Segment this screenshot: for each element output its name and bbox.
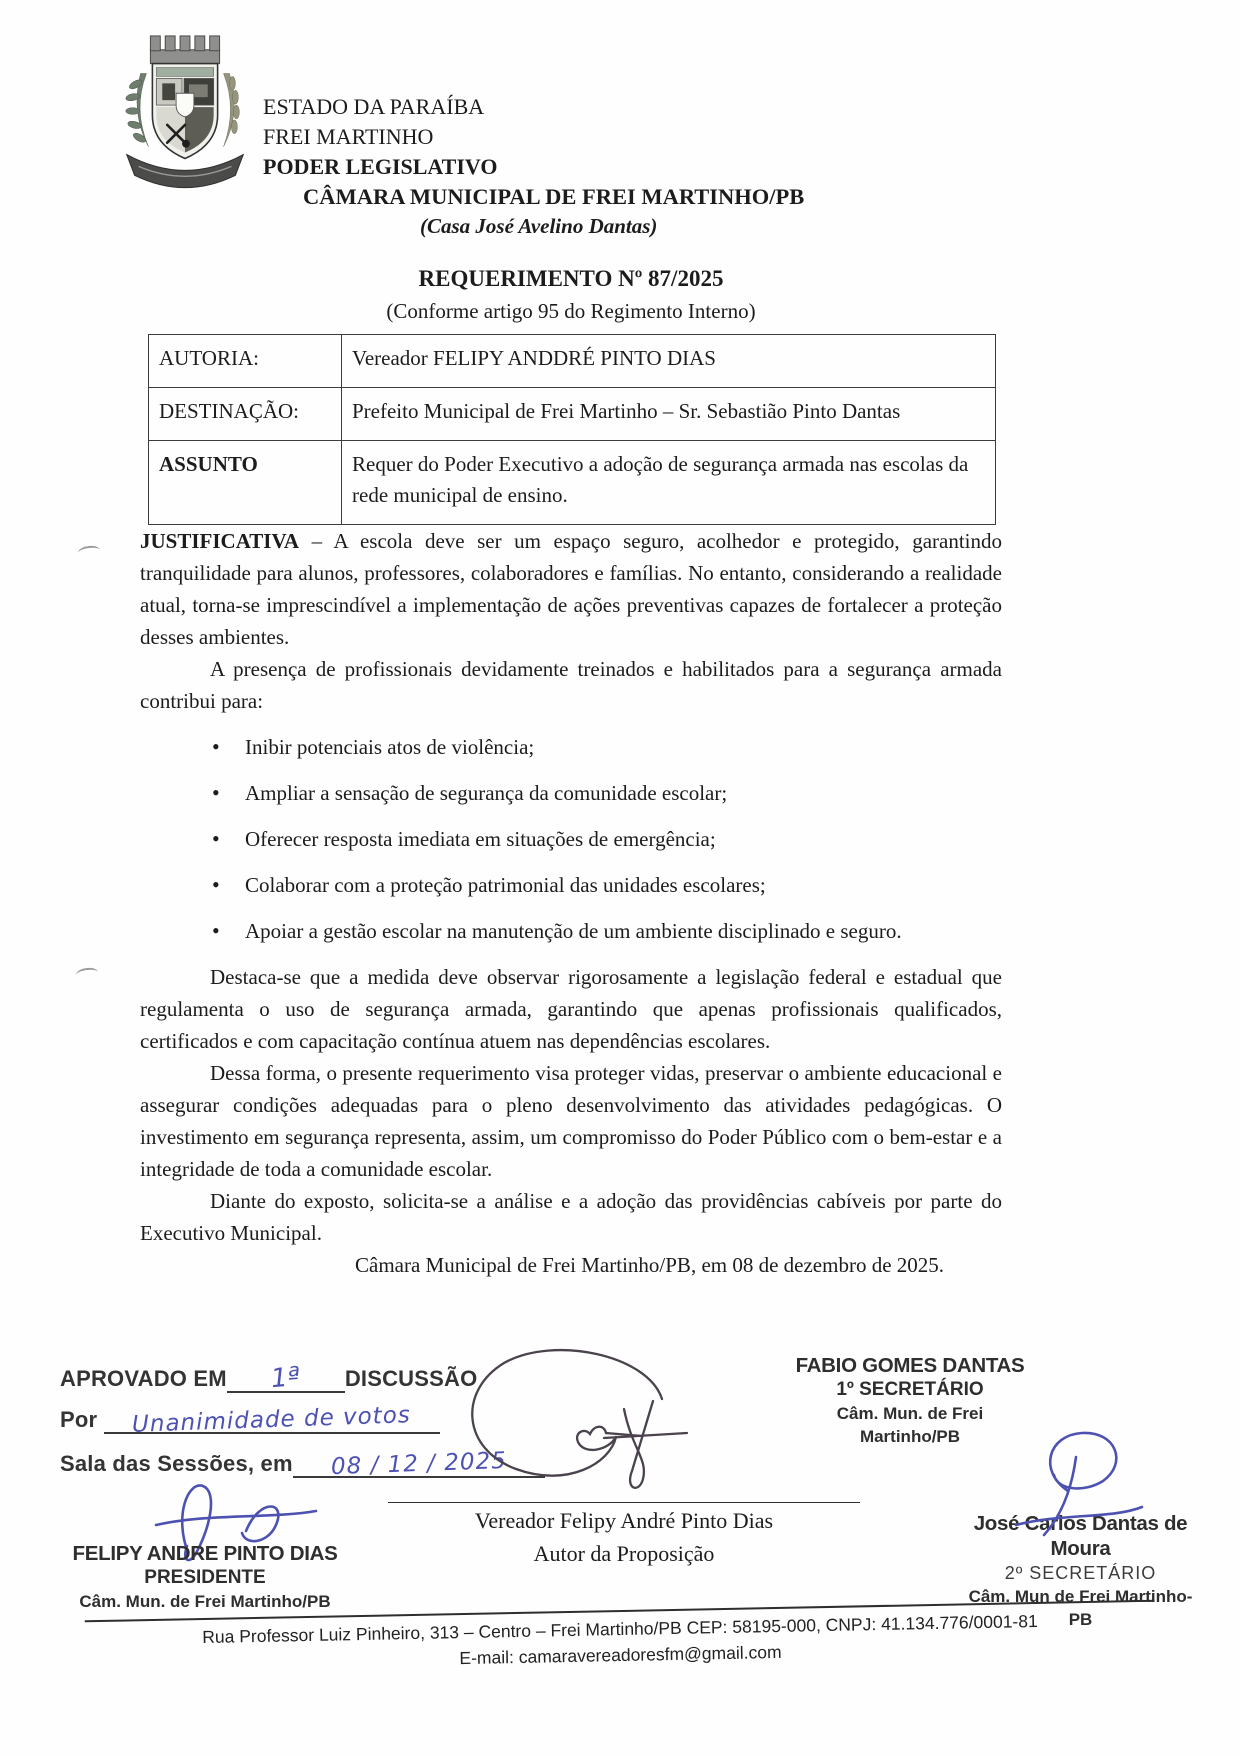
por-stamp-line xyxy=(60,1402,440,1438)
por-label: Por xyxy=(60,1407,98,1432)
sala-date-handwritten: 08 / 12 / 2025 xyxy=(330,1447,507,1481)
letterhead-state: ESTADO DA PARAÍBA xyxy=(263,94,485,119)
president-stamp-org: Câm. Mun. de Frei Martinho/PB xyxy=(79,1592,331,1611)
sala-label: Sala das Sessões, em xyxy=(60,1451,293,1476)
list-item: • Colaborar com a proteção patrimonial das unidades escolares; xyxy=(212,869,1002,901)
discussion-number-handwritten: 1ª xyxy=(269,1361,302,1395)
assunto-value: Requer do Poder Executivo a adoção de segurança armada nas escolas da rede municipal de ensino. xyxy=(342,441,996,525)
scan-artifact xyxy=(77,545,100,559)
list-item: • Oferecer resposta imediata em situações de emergência; xyxy=(212,823,1002,855)
table-row-assunto xyxy=(149,441,996,525)
document-content xyxy=(140,266,1002,1281)
president-stamp-role: PRESIDENTE xyxy=(144,1567,266,1588)
author-name: Vereador Felipy André Pinto Dias xyxy=(474,1508,774,1533)
footer-address: Rua Professor Luiz Pinheiro, 313 – Centro – Frei Martinho/PB CEP: 58195-000, CNPJ: 41.134.776/0001-81 xyxy=(202,1610,1038,1648)
president-stamp-name: FELIPY ANDRE PINTO DIAS xyxy=(72,1542,338,1565)
autoria-label: AUTORIA: xyxy=(149,335,342,388)
approved-stamp-line xyxy=(60,1361,478,1395)
document-subtitle: (Conforme artigo 95 do Regimento Interno) xyxy=(386,299,756,323)
scan-artifact xyxy=(75,967,98,981)
secretary1-stamp-org: Câm. Mun. de Frei Martinho/PB xyxy=(836,1404,984,1446)
bullet-list xyxy=(140,731,1002,947)
letterhead-house-name: (Casa José Avelino Dantas) xyxy=(420,214,658,238)
table-row-autoria xyxy=(149,335,996,388)
list-item: • Apoiar a gestão escolar na manutenção de um ambiente disciplinado e seguro. xyxy=(212,915,1002,947)
list-item: • Inibir potenciais atos de violência; xyxy=(212,731,1002,763)
paragraph-justificativa xyxy=(140,525,1002,653)
discussion-label: DISCUSSÃO xyxy=(344,1366,478,1391)
dateline: Câmara Municipal de Frei Martinho/PB, em 08 de dezembro de 2025. xyxy=(355,1253,945,1277)
meta-table xyxy=(148,334,996,525)
por-value-handwritten: Unanimidade de votos xyxy=(131,1402,412,1438)
letterhead-city: FREI MARTINHO xyxy=(263,124,434,149)
sala-stamp-line xyxy=(60,1447,545,1481)
secretary2-stamp xyxy=(958,1511,1203,1631)
coat-of-arms xyxy=(120,30,250,198)
paragraph-diante: Diante do exposto, solicita-se a análise e a adoção das providências cabíveis por parte do Executivo Municipal. xyxy=(140,1189,1002,1245)
letterhead xyxy=(263,92,804,212)
autoria-value: Vereador FELIPY ANDDRÉ PINTO DIAS xyxy=(342,335,996,388)
letterhead-chamber: CÂMARA MUNICIPAL DE FREI MARTINHO/PB xyxy=(303,184,805,209)
author-role: Autor da Proposição xyxy=(533,1541,715,1566)
justification-body xyxy=(140,525,1002,1281)
paragraph-dessa-forma: Dessa forma, o presente requerimento visa proteger vidas, preservar o ambiente educacional e assegurar condições adequadas para o pleno desenvolvimento das atividades pedagógicas. O investimento em segurança representa, assim, um compromisso do Poder Público com o bem-estar e a integridade de toda a comunidade escolar. xyxy=(140,1061,1002,1181)
document-title: REQUERIMENTO Nº 87/2025 xyxy=(418,266,724,291)
secretary2-stamp-name: José Carlos Dantas de Moura xyxy=(973,1512,1188,1560)
footer-email: E-mail: camaravereadoresfm@gmail.com xyxy=(459,1641,782,1669)
list-item: • Ampliar a sensação de segurança da comunidade escolar; xyxy=(212,777,1002,809)
justificativa-text: – A escola deve ser um espaço seguro, acolhedor e protegido, garantindo tranquilidade para alunos, professores, colaboradores e famílias. No entanto, considerando a realidade atual, torna-se imprescindível a implementação de ações preventivas capazes de fortalecer a proteção desses ambientes. xyxy=(140,529,1002,649)
assunto-label: ASSUNTO xyxy=(149,441,342,525)
paragraph-presenca: A presença de profissionais devidamente treinados e habilitados para a segurança armada contribui para: xyxy=(140,657,1002,713)
secretary1-stamp xyxy=(790,1353,1030,1448)
letterhead-branch: PODER LEGISLATIVO xyxy=(263,154,498,179)
justificativa-label: JUSTIFICATIVA xyxy=(140,529,300,553)
secretary1-stamp-role: 1º SECRETÁRIO xyxy=(836,1379,984,1400)
destinacao-label: DESTINAÇÃO: xyxy=(149,388,342,441)
secretary1-stamp-name: FABIO GOMES DANTAS xyxy=(795,1354,1025,1377)
destinacao-value: Prefeito Municipal de Frei Martinho – Sr. Sebastião Pinto Dantas xyxy=(342,388,996,441)
table-row-destinacao xyxy=(149,388,996,441)
author-signature-line xyxy=(388,1502,860,1503)
secretary2-stamp-role: 2º SECRETÁRIO xyxy=(1004,1563,1157,1583)
secretary2-stamp-org: Câm. Mun de Frei Martinho-PB xyxy=(968,1587,1193,1629)
paragraph-destaca: Destaca-se que a medida deve observar rigorosamente a legislação federal e estadual que regulamenta o uso de segurança armada, garantindo que apenas profissionais qualificados, certificados e com capacitação contínua atuem nas dependências escolares. xyxy=(140,965,1002,1053)
approved-label: APROVADO EM xyxy=(60,1366,227,1391)
